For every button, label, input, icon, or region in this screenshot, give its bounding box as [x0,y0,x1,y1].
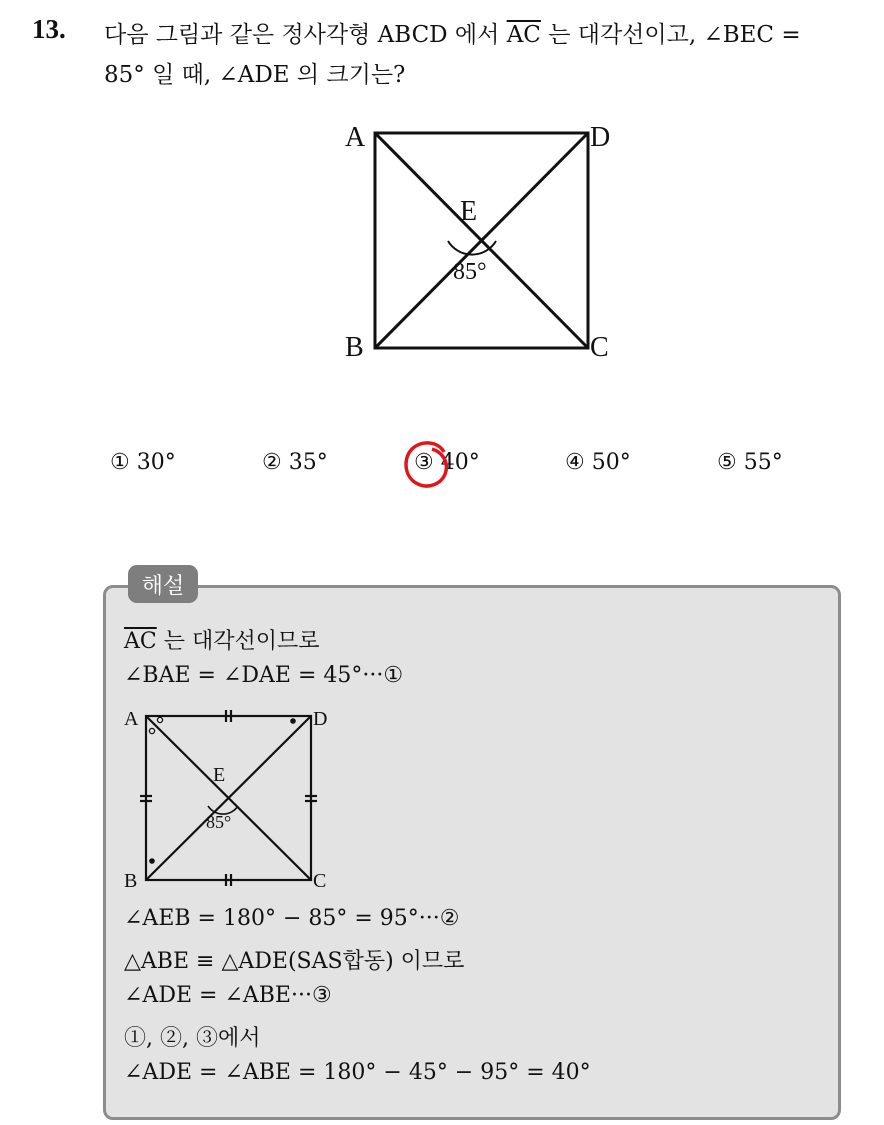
choice-value: 40° [440,450,480,475]
question-text-suffix: 는 대각선이고, ∠BEC = [548,22,801,48]
choice-number: ③ [414,450,434,475]
solution-label-b: B [124,870,138,892]
solution-line-5: ∠ADE = ∠ABE···③ [124,983,332,1008]
choice-number: ② [262,450,282,475]
choice-number: ① [110,450,130,475]
question-text-prefix: 다음 그림과 같은 정사각형 ABCD 에서 [104,22,500,48]
choice-number: ④ [565,450,585,475]
solution-label-d: D [313,708,328,730]
solution-label-e: E [213,764,226,786]
angle-label: 85° [453,259,487,285]
segment-ac: $\overline{AC}$ [124,629,157,654]
solution-angle-label: 85° [206,812,232,832]
choice-value: 30° [136,450,176,475]
square-figure [0,0,884,420]
solution-line-3: ∠AEB = 180° − 85° = 95°···② [124,906,460,931]
choice-value: 55° [743,450,783,475]
solution-line-2: ∠BAE = ∠DAE = 45°···① [124,663,404,688]
label-a: A [345,122,366,153]
label-c: C [590,332,609,363]
solution-line-6: ①, ②, ③에서 [124,1026,261,1051]
solution-line-7: ∠ADE = ∠ABE = 180° − 45° − 95° = 40° [124,1060,591,1085]
choice-3[interactable] [414,450,480,475]
choice-value: 50° [591,450,631,475]
angle-arc [448,241,496,255]
choice-number: ⑤ [717,450,737,475]
solution-line-4: △ABE ≡ △ADE(SAS합동) 이므로 [124,949,465,974]
solution-line-1 [124,624,320,655]
choice-2[interactable] [262,450,328,475]
question-line-2: 85° 일 때, ∠ADE 의 크기는? [104,62,406,88]
label-b: B [345,332,364,363]
choice-5[interactable] [717,450,783,475]
question-number: 13. [32,14,66,44]
label-d: D [590,122,611,153]
solution-label-c: C [313,870,327,892]
choice-value: 35° [288,450,328,475]
solution-text: 는 대각선이므로 [163,629,320,654]
label-e: E [460,196,478,227]
segment-ac: $\overline{AC}$ [506,22,541,48]
choice-4[interactable] [565,450,631,475]
choice-1[interactable] [110,450,176,475]
solution-tag: 해설 [128,565,198,603]
solution-label-a: A [124,708,139,730]
